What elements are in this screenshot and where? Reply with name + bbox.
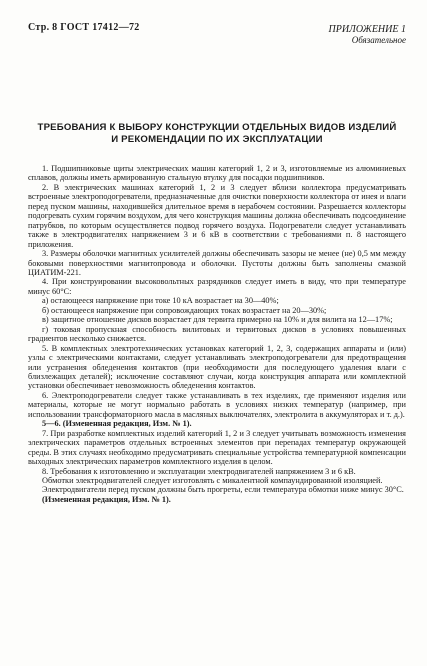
- paragraph-1: 1. Подшипниковые щиты электрических машин категорий 1, 2 и 3, изготовляемые из алюминиевых сплавов, должны иметь армированную стальную втулку для посадки подшипников.: [28, 164, 406, 183]
- paragraph-8: 8. Требования к изготовлению и эксплуатации электродвигателей напряжением 3 и 6 кВ.: [42, 466, 356, 476]
- paragraph-5: 5. В комплектных электротехнических установках категорий 1, 2, 3, содержащих аппараты и (или) узлы с электрическими контактами, следует устанавливать электроподогреватели для предотвращения или устранения обледенения контактов (при необходимости для последующего удаления влаги с близлежащих деталей); исключение составляют случаи, когда конструкция аппарата или комплектной установки обеспечивает невозможность обледенения контактов.: [28, 343, 406, 391]
- paragraph-8-windings: Обмотки электродвигателей следует изготовлять с микалентной компаундированной изоляцией.: [42, 475, 383, 485]
- document-body: [28, 164, 406, 504]
- paragraph-4a: а) остающееся напряжение при токе 10 кА возрастает на 30—40%;: [42, 296, 279, 306]
- page-header: Стр. 8 ГОСТ 17412—72: [28, 22, 140, 33]
- revision-note-1: 5—6. (Измененная редакция, Изм. № 1).: [42, 419, 192, 429]
- paragraph-4: 4. При конструировании высоковольтных разрядников следует иметь в виду, что при температуре минус 60°С:: [28, 277, 406, 296]
- document-title: [28, 122, 406, 146]
- paragraph-3: 3. Размеры оболочки магнитных усилителей должны обеспечивать зазоры не менее (не) 0,5 мм между боковыми поверхностями магнитопровода и оболочки. Пустоты должны быть заполнены смазкой ЦИАТИМ-221.: [28, 249, 406, 277]
- paragraph-4b: б) остающееся напряжение при сопровождающих токах возрастает на 20—30%;: [42, 305, 327, 315]
- appendix-label: [329, 24, 407, 46]
- title-line-2: И РЕКОМЕНДАЦИИ ПО ИХ ЭКСПЛУАТАЦИИ: [111, 134, 323, 145]
- title-line-1: ТРЕБОВАНИЯ К ВЫБОРУ КОНСТРУКЦИИ ОТДЕЛЬНЫХ ВИДОВ ИЗДЕЛИЙ: [37, 122, 397, 133]
- paragraph-8-heating: Электродвигатели перед пуском должны быть прогреты, если температура обмотки ниже минус 30°С.: [42, 485, 404, 495]
- paragraph-7: 7. При разработке комплектных изделий категорий 1, 2 и 3 следует учитывать возможность изменения электрических параметров отдельных встроенных элементов при перепадах температур окружающей среды. В этих случаях необходимо предусматривать специальные устройства температурной компенсации выходных электрических параметров комплектного изделия в целом.: [28, 428, 406, 467]
- appendix-title: ПРИЛОЖЕНИЕ 1: [328, 24, 406, 35]
- appendix-subtitle: Обязательное: [351, 35, 406, 45]
- paragraph-2: 2. В электрических машинах категорий 1, 2 и 3 следует вблизи коллектора предусматривать встроенные электроподогреватели, предназначенные для очистки поверхности коллектора от инея и влаги перед пуском машины, находившейся длительное время в нерабочем состоянии. Разрешается коллекторы подогревать сухим горячим воздухом, для чего конструкция машины должна обеспечивать подсоединение патрубков, по которым осуществляется подвод горячего воздуха. Подогреватели следует устанавливать также в электродвигателях напряжением 3 и 6 кВ в соответствии с требованиями п. 8 настоящего приложения.: [28, 182, 406, 249]
- revision-note-2: (Измененная редакция, Изм. № 1).: [42, 494, 171, 504]
- paragraph-4d: г) токовая пропускная способность вилитовых и тервитовых дисков в условиях повышенных градиентов несколько снижается.: [28, 324, 406, 344]
- paragraph-4c: в) защитное отношение дисков возрастает для тервита примерно на 10% и для вилита на 12—17%;: [42, 315, 393, 325]
- paragraph-6: 6. Электроподогреватели следует также устанавливать в тех изделиях, где применяют изделия или материалы, которые не могут нормально работать в условиях низких температур (например, при использовании трансформаторного масла в масляных выключателях, электролита в аккумуляторах и т. д.).: [28, 390, 406, 419]
